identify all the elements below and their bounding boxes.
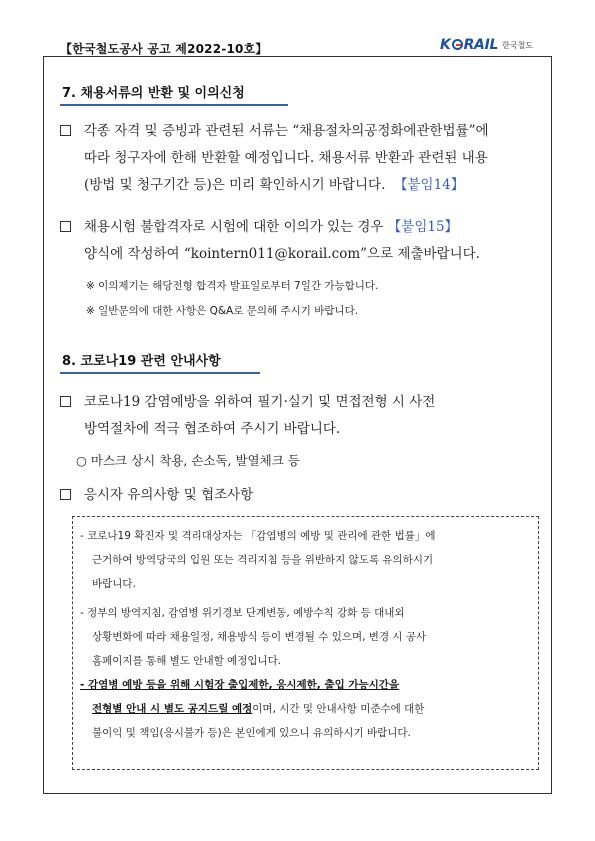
precaution-1: - 코로나19 확진자 및 격리대상자는 「감염병의 예방 및 관리에 관한 법률」에 근거하여 방역당국의 입원 또는 격리지침 등을 위반하지 않도록 유의하시기 바랍니다. <box>80 530 436 590</box>
section-7-para-2: 채용시험 불합격자로 시험에 대한 이의가 있는 경우 【붙임15】 양식에 작성하여 “kointern011@korail.com”으로 제출바랍니다. <box>60 214 550 268</box>
precaution-3: - 감염병 예방 등을 위해 시험장 출입제한, 응시제한, 출입 가능시간을 전형별 안내 시 별도 공지드릴 예정이며, 시간 및 안내사항 미준수에 대한 불이익 및 책임(응시불가 등)은 본인에게 있으니 유의하시기 바랍니다. <box>80 679 425 739</box>
checkbox-icon <box>60 396 71 407</box>
notice-title: 【한국철도공사 공고 제2022-10호】 <box>60 42 268 56</box>
attachment-14-ref: 【붙임14】 <box>394 177 465 193</box>
checkbox-icon <box>60 221 71 232</box>
section-7-heading: 7. 채용서류의 반환 및 이의신청 <box>62 86 245 101</box>
korail-logo-mark: K RAIL <box>440 37 499 53</box>
korail-logo <box>440 37 533 53</box>
mask-guidance: ○ 마스크 상시 착용, 손소독, 발열체크 등 <box>76 453 300 468</box>
section-8-underline <box>60 372 260 374</box>
section-7-underline <box>60 104 288 106</box>
korail-logo-sub: 한국철도 <box>502 40 534 50</box>
note-inquiry: ※ 일반문의에 대한 사항은 Q&A로 문의해 주시기 바랍니다. <box>86 305 359 317</box>
section-8-para-2: 응시자 유의사항 및 협조사항 <box>60 482 550 509</box>
section-8-heading: 8. 코로나19 관련 안내사항 <box>62 354 221 369</box>
checkbox-icon <box>60 489 71 500</box>
section-8-para-1: 코로나19 감염예방을 위하여 필기·실기 및 면접전형 시 사전 방역절차에 적극 협조하여 주시기 바랍니다. <box>60 389 550 443</box>
section-7-para-1: 각종 자격 및 증빙과 관련된 서류는 “채용절차의공정화에관한법률”에 따라 청구자에 한해 반환할 예정입니다. 채용서류 반환과 관련된 내용 (방법 및 청구기간 등)은 미리 확인하시기 바랍니다. 【붙임14】 <box>60 118 550 199</box>
precaution-2: - 정부의 방역지침, 감염병 위기경보 단계변동, 예방수칙 강화 등 대내외 상황변화에 따라 채용일정, 채용방식 등이 변경될 수 있으며, 변경 시 공사 홈페이지를 통해 별도 안내할 예정입니다. <box>80 607 427 667</box>
note-objection: ※ 이의제기는 해당전형 합격자 발표일로부터 7일간 가능합니다. <box>86 280 379 292</box>
attachment-15-ref: 【붙임15】 <box>387 219 459 235</box>
checkbox-icon <box>60 125 71 136</box>
